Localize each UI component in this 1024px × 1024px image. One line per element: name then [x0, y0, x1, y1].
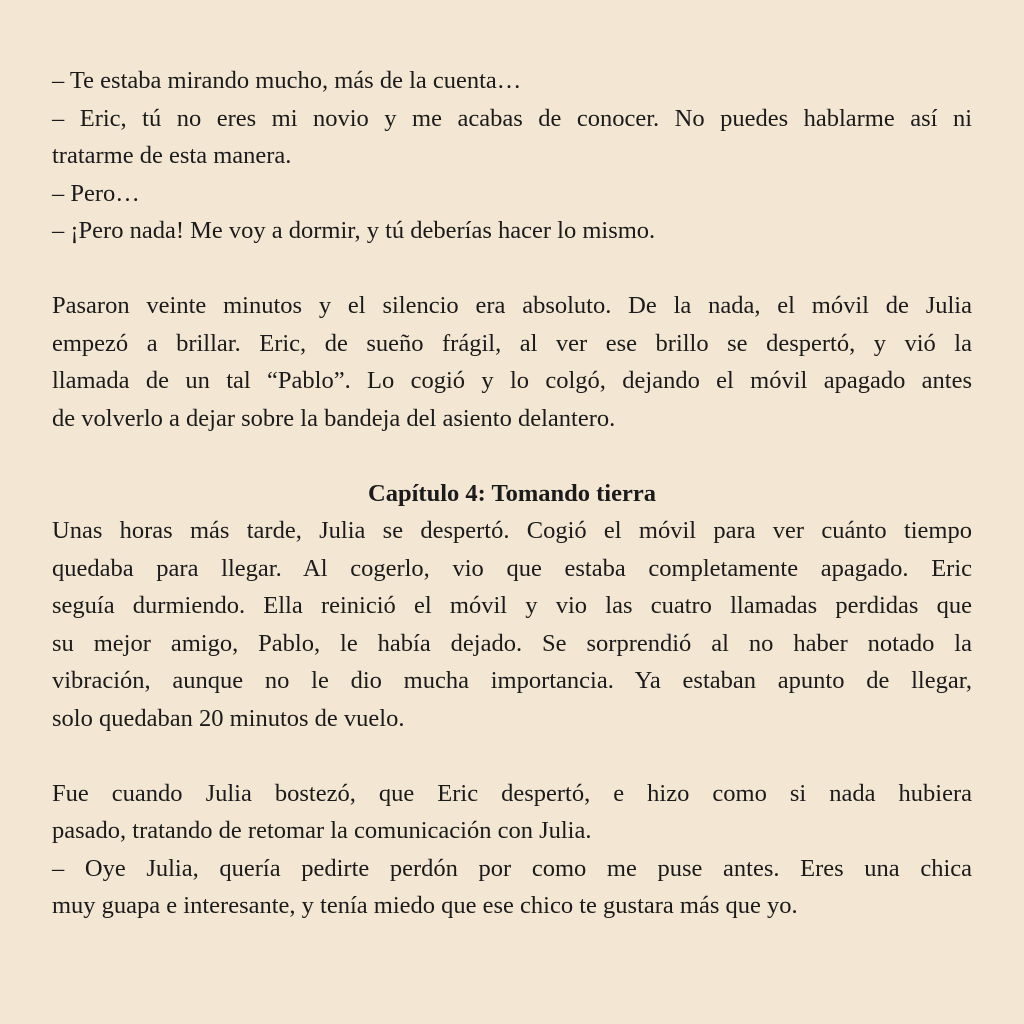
- text-line: muy guapa e interesante, y tenía miedo que ese chico te gustara más que yo.: [52, 892, 798, 919]
- text-line: vibración, aunque no le dio mucha importancia. Ya estaban apunto de llegar,: [52, 667, 972, 694]
- text-line: su mejor amigo, Pablo, le había dejado. Se sorprendió al no haber notado la: [52, 629, 972, 657]
- text-line: empezó a brillar. Eric, de sueño frágil, al ver ese brillo se despertó, y vió la: [52, 329, 972, 357]
- text-line: seguía durmiendo. Ella reinició el móvil y vio las cuatro llamadas perdidas que: [52, 592, 972, 619]
- text-line: Unas horas más tarde, Julia se despertó. Cogió el móvil para ver cuánto tiempo: [52, 517, 972, 544]
- paragraph-2: [52, 512, 972, 737]
- text-line: de volverlo a dejar sobre la bandeja del asiento delantero.: [52, 404, 616, 432]
- text-line: llamada de un tal “Pablo”. Lo cogió y lo colgó, dejando el móvil apagado antes: [52, 367, 972, 394]
- text-line: – Te estaba mirando mucho, más de la cuenta…: [52, 67, 522, 94]
- text-line: – Eric, tú no eres mi novio y me acabas de conocer. No puedes hablarme así ni: [52, 104, 972, 132]
- text-line: pasado, tratando de retomar la comunicación con Julia.: [52, 817, 592, 844]
- text-line: Pasaron veinte minutos y el silencio era absoluto. De la nada, el móvil de Julia: [52, 292, 972, 319]
- chapter-title: Capítulo 4: Tomando tierra: [368, 479, 656, 507]
- dialogue-block-1: [52, 62, 972, 250]
- text-line: – Pero…: [52, 179, 140, 207]
- paragraph-gap: [52, 250, 972, 288]
- text-line: – Oye Julia, quería pedirte perdón por como me puse antes. Eres una chica: [52, 854, 972, 882]
- text-line: quedaba para llegar. Al cogerlo, vio que estaba completamente apagado. Eric: [52, 554, 972, 582]
- text-line: solo quedaban 20 minutos de vuelo.: [52, 704, 405, 732]
- paragraph-1: [52, 287, 972, 437]
- text-line: – ¡Pero nada! Me voy a dormir, y tú deberías hacer lo mismo.: [52, 217, 656, 244]
- paragraph-3: [52, 775, 972, 925]
- paragraph-gap: [52, 437, 972, 475]
- text-line: tratarme de esta manera.: [52, 142, 292, 169]
- paragraph-gap: [52, 737, 972, 775]
- text-line: Fue cuando Julia bostezó, que Eric despertó, e hizo como si nada hubiera: [52, 779, 972, 807]
